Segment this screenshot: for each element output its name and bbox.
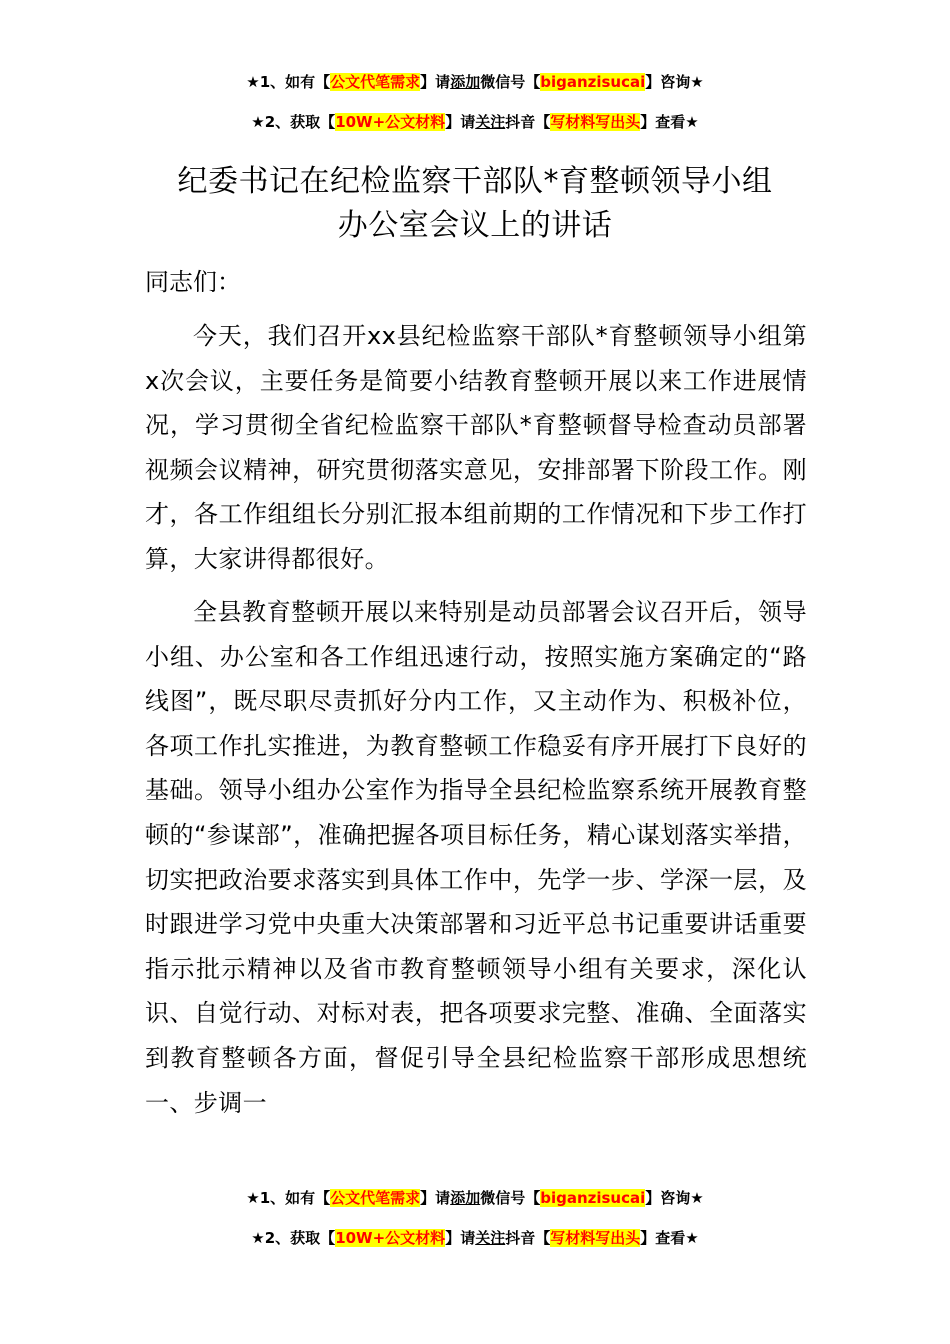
paragraph: 全县教育整顿开展以来特别是动员部署会议召开后，领导小组、办公室和各工作组迅速行动，按照实施方案确定的“路线图”，既尽职尽责抓好分内工作，又主动作为、积极补位，各项工作扎实推进，为教育整顿工作稳妥有序开展打下良好的基础。领导小组办公室作为指导全县纪检监察系统开展教育整顿的“参谋部”，准确把握各项目标任务，精心谋划落实举措，切实把政治要求落实到具体工作中，先学一步、学深一层，及时跟进学习党中央重大决策部署和习近平总书记重要讲话重要指示批示精神以及省市教育整顿领导小组有关要求，深化认识、自觉行动、对标对表，把各项要求完整、准确、全面落实到教育整顿各方面，督促引导全县纪检监察干部形成思想统一、步调一	[145, 598, 807, 1117]
wechat-id-highlight[interactable]: biganzisucai	[540, 1189, 646, 1207]
bottom-notice-line-2	[0, 1228, 950, 1248]
wechat-id-highlight[interactable]: biganzisucai	[540, 73, 646, 91]
notice-text: 抖音【	[505, 1229, 551, 1247]
notice-suffix: 】咨询★	[645, 1189, 704, 1207]
notice-highlight: 公文代笔需求	[330, 1189, 421, 1207]
notice-emphasis: 添加	[450, 1189, 481, 1207]
notice-highlight: 公文代笔需求	[330, 73, 421, 91]
notice-prefix: ★2、获取【	[251, 113, 336, 131]
notice-prefix: ★1、如有【	[246, 1189, 331, 1207]
notice-highlight: 10W+公文材料	[335, 1229, 446, 1247]
notice-emphasis: 关注	[475, 113, 506, 131]
document-title-line-2: 办公室会议上的讲话	[337, 208, 613, 243]
paragraph: 今天，我们召开xx县纪检监察干部队*育整顿领导小组第x次会议，主要任务是简要小结教育整顿开展以来工作进展情况，学习贯彻全省纪检监察干部队*育整顿督导检查动员部署视频会议精神，研究贯彻落实意见，安排部署下阶段工作。刚才，各工作组组长分别汇报本组前期的工作情况和下步工作打算，大家讲得都很好。	[145, 322, 807, 573]
douyin-id-highlight[interactable]: 写材料写出头	[550, 113, 641, 131]
notice-text: 】请	[420, 1189, 451, 1207]
notice-emphasis: 关注	[475, 1229, 506, 1247]
notice-text: 抖音【	[505, 113, 551, 131]
notice-suffix: 】查看★	[640, 1229, 699, 1247]
douyin-id-highlight[interactable]: 写材料写出头	[550, 1229, 641, 1247]
notice-text: 】请	[445, 1229, 476, 1247]
notice-text: 微信号【	[480, 1189, 541, 1207]
top-notice-line-1	[0, 72, 950, 92]
notice-suffix: 】查看★	[640, 113, 699, 131]
bottom-notice-line-1	[0, 1188, 950, 1208]
notice-prefix: ★2、获取【	[251, 1229, 336, 1247]
greeting: 同志们：	[145, 268, 241, 296]
notice-emphasis: 添加	[450, 73, 481, 91]
notice-suffix: 】咨询★	[645, 73, 704, 91]
notice-text: 微信号【	[480, 73, 541, 91]
notice-prefix: ★1、如有【	[246, 73, 331, 91]
notice-text: 】请	[445, 113, 476, 131]
document-title-line-1: 纪委书记在纪检监察干部队*育整顿领导小组	[177, 164, 773, 199]
top-notice-line-2	[0, 112, 950, 132]
notice-highlight: 10W+公文材料	[335, 113, 446, 131]
notice-text: 】请	[420, 73, 451, 91]
